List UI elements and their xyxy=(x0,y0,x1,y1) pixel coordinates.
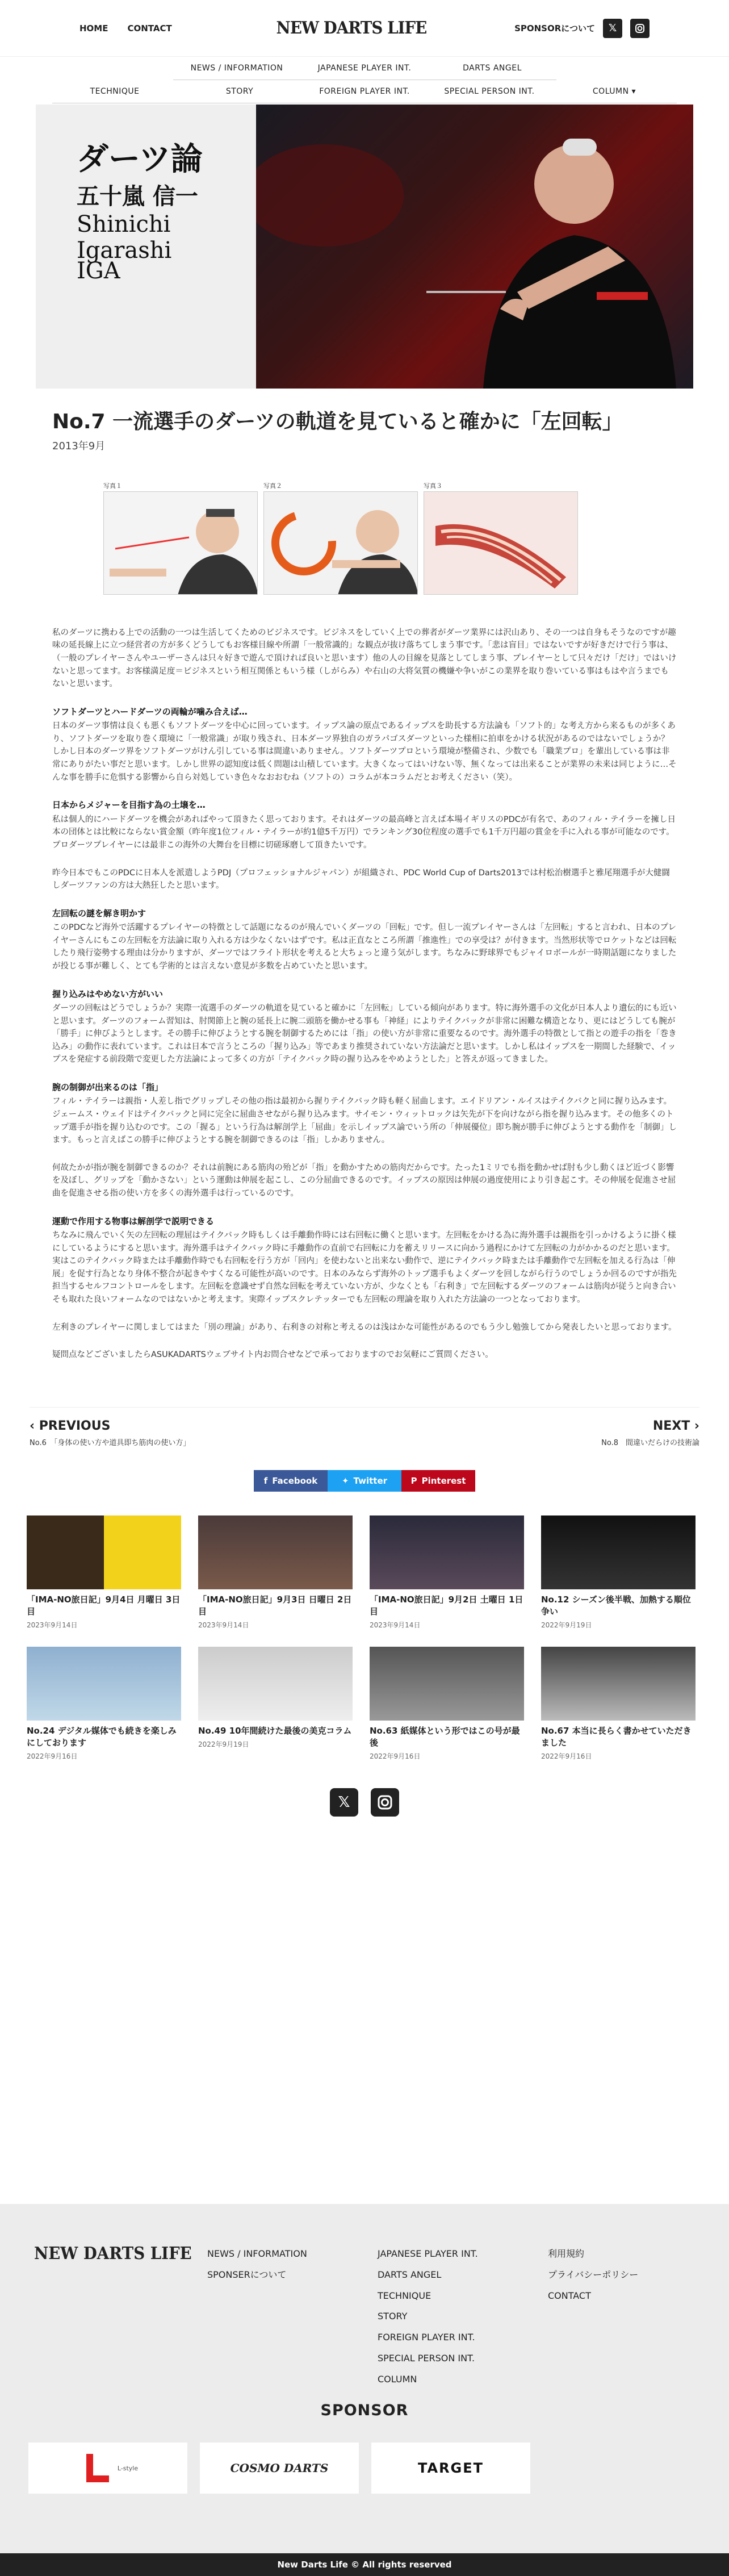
related-card[interactable] xyxy=(198,1515,353,1630)
nav-item[interactable]: JAPANESE PLAYER INT. xyxy=(301,57,429,80)
footer-link[interactable]: CONTACT xyxy=(548,2290,591,2301)
paragraph-text: 左利きのプレイヤーに関しましてはまた「別の理論」があり、右利きの対称と考えるのは浅はかな可能性があるのでもう少し勉強してから発表したいと思っております。 xyxy=(52,1322,677,1332)
related-card[interactable] xyxy=(27,1515,181,1630)
article-paragraph xyxy=(52,1348,677,1362)
paragraph-text: このPDCなど海外で活躍するプレイヤーの特徴として話題になるのが飛んでいくダーツの「回転」です。但し一流プレイヤーさんは「左回転」すると言われ、日本のプレイヤーさんにもこの左回転を方法論に取り入れる方は少なくないはずです。私は正直なところ所謂「推進性」での享受は？が付きます。当然形状等でロケットなどは回転したり飛行姿勢する理由は分かりますが、ダーツではフライト形状を考えると大ちょっと違う気がします。ちなみに野球界でもジャイロボールが一時期話題になりましたが投じる事が難しく、とても学術的とは言えない意見が多数を占めていたと思います。 xyxy=(52,923,677,971)
footer-link[interactable]: SPECIAL PERSON INT. xyxy=(378,2352,475,2364)
article-date: 2013年9月 xyxy=(52,440,106,452)
article-paragraph xyxy=(52,1321,677,1334)
hero-player-photo xyxy=(256,105,693,389)
chevron-right-icon: › xyxy=(690,1418,699,1433)
nav-item[interactable]: COLUMN ▾ xyxy=(552,80,677,103)
sponsor-target[interactable] xyxy=(371,2443,530,2494)
paragraph-text: 昨今日本でもこのPDCに日本人を派遣しようPDJ（プロフェッショナルジャパン）が組織され、PDC World Cup of Darts2013では村松治樹選手と雅尾翔選手が大健闘しダーツファンの方は大熱狂したと思います。 xyxy=(52,868,670,891)
sponsor-name: COSMO DARTS xyxy=(230,2461,329,2475)
prev-next-nav xyxy=(30,1407,699,1447)
related-date: 2022年9月16日 xyxy=(370,1752,421,1760)
nav-item[interactable]: SPECIAL PERSON INT. xyxy=(427,80,552,103)
footer-link[interactable]: JAPANESE PLAYER INT. xyxy=(378,2248,478,2259)
hero-title-panel xyxy=(36,105,256,389)
article-title: No.7 一流選手のダーツの軌道を見ていると確かに「左回転」 xyxy=(52,410,623,433)
related-articles xyxy=(27,1515,702,1761)
home-link[interactable]: HOME xyxy=(79,23,108,34)
sponsor-heading: SPONSOR xyxy=(320,2402,409,2419)
paragraph-text: 私のダーツに携わる上での活動の一つは生活してくためのビジネスです。ビジネスをしていく上での葬者がダーツ業界には沢山あり、その一つは自身もそうなのですが趣味の延長線上に立つ経営者の方が多くどうしてもお客様目線や所謂「一般常識的」な観点が抜け落ちてしまう事です。「悲は盲目」ではないですが好きだけで行う事は、（一般のプレイヤーさんやユーザーさんは只々好きで遊んで頂ければ良いと思います）他の人の目線を見落としてしまう事、プレイヤーとして只々だけ「だけ」ではいけないと思ってます。お客様満足度＝ビジネスという相互関係ともいう様（しがらみ）や右山の大将気質の機嫌や争いがこの業界を取り巻いている事はもはや言うまでもないと思います。 xyxy=(52,628,677,689)
paragraph-text: ダーツの回転はどうでしょうか？実際一流選手のダーツの軌道を見ていると確かに「左回転」している傾向があります。特に海外選手の文化が日本人より遺伝的にも近いと思います。ダーツのフォーム習知は、肘関節上と腕の延長上に腕二頭筋を働かせる事も「神経」によりテイクバックが非常に困難な構造となり、更にはどうしても腕が「勝手」に伸びようとします。その勝手に伸びようとする腕を制御するためには「指」の使い方が非常に重要なるのです。海外選手の特徴として指との遊手の指を「巻き込み」の動作に表れています。これは日本で言うところの「握り込み」等であまり推奨されていない方法論だと思います。しかし私はイップスを一期間した経験で、イップスを発症する前段階で変更した方法論によって多くの方が「テイクバック時の握り込みをやめようとした」と答えが返ってきました。 xyxy=(52,1003,677,1064)
next-link[interactable] xyxy=(601,1419,699,1447)
pinterest-icon: P xyxy=(410,1475,417,1486)
twitter-icon[interactable]: 𝕏 xyxy=(330,1788,358,1817)
related-thumbnail xyxy=(370,1647,524,1721)
paragraph-text: 日本のダーツ事情は良くも悪くもソフトダーツを中心に回っています。イップス論の原点であるイップスを助長する方法論も「ソフト的」な考え方から来るものが多くあり、ソフトダーツを取り巻く環境に「一般常識」が取り残され、日本ダーツ界独自のガラパゴスダーツといった様相に拍車をかける状況があるのではないでしょうか？しかし日本のダーツ界をソフトダーツがけん引している事は間違いありません。ソフトダーツプロという環境が整備され、少数でも「職業プロ」を輩出している事は非常にありがたい事だと思います。しかし世界の認知度は低く問題は山積しています。大きくなってはいけない等、無くなっては出来ることが業界の未来は同じように…そんな事を勝手に危惧する影響から自ら対処していき色々なおおむね（ソフトの）コラムが本コラムだとお考えください（笑）。 xyxy=(52,721,677,782)
facebook-icon: f xyxy=(263,1475,268,1486)
section-heading: 左回転の謎を解き明かす xyxy=(52,908,146,918)
instagram-icon[interactable] xyxy=(371,1788,399,1817)
hero-nickname: IGA xyxy=(77,258,120,284)
footer-link[interactable]: プライバシーポリシー xyxy=(548,2269,639,2280)
site-header xyxy=(0,0,729,57)
paragraph-text: 何故たかが指が腕を制御できるのか？それは前腕にある筋肉の殆どが「指」を動かすための筋肉だからです。たった1ミリでも指を動かせば肘も少し動くほど近づく影響を及ぼし、グリップを「動かさない」という運動は伸展を起こし、この分屈曲できるのです。イップスの原因は伸展の過度使用により引き起こす。その伸展を促進させ屈曲を促進させる指の使い方を多くの海外選手は行っているのです。 xyxy=(52,1163,676,1199)
facebook-label: Facebook xyxy=(272,1475,318,1486)
share-buttons xyxy=(0,1470,729,1492)
related-date: 2023年9月14日 xyxy=(198,1621,249,1629)
nav-item[interactable]: NEWS / INFORMATION xyxy=(173,57,301,80)
article xyxy=(52,389,677,1362)
related-card[interactable] xyxy=(27,1647,181,1761)
column-hero xyxy=(36,105,693,389)
figure-caption: 写真３ xyxy=(424,482,442,490)
section-heading: 腕の制御が出来るのは「指」 xyxy=(52,1082,164,1092)
related-title: 「IMA-NO旅日記」9月3日 日曜日 2日目 xyxy=(198,1594,352,1617)
related-date: 2022年9月19日 xyxy=(198,1740,249,1748)
section-heading: ソフトダーツとハードダーツの両輪が噛み合えば… xyxy=(52,706,248,717)
related-card[interactable] xyxy=(370,1647,524,1761)
article-paragraph xyxy=(52,799,677,851)
related-card[interactable] xyxy=(370,1515,524,1630)
related-thumbnail xyxy=(198,1515,353,1589)
header-right xyxy=(514,19,650,38)
nav-item[interactable]: FOREIGN PLAYER INT. xyxy=(302,80,427,103)
related-card[interactable] xyxy=(198,1647,353,1761)
related-card[interactable] xyxy=(541,1515,696,1630)
next-title: No.8 間違いだらけの技術論 xyxy=(601,1438,699,1447)
twitter-icon: ✦ xyxy=(341,1475,349,1486)
footer-link[interactable]: COLUMN xyxy=(378,2373,417,2385)
footer-link[interactable]: FOREIGN PLAYER INT. xyxy=(378,2332,475,2343)
figure-3 xyxy=(424,481,578,595)
article-paragraph xyxy=(52,907,677,973)
related-date: 2023年9月14日 xyxy=(27,1621,78,1629)
next-label: NEXT xyxy=(652,1418,690,1433)
footer-col-1 xyxy=(207,2244,307,2286)
sponsor-lstyle[interactable] xyxy=(28,2443,187,2494)
twitter-icon[interactable]: 𝕏 xyxy=(603,19,622,38)
instagram-icon[interactable] xyxy=(630,19,650,38)
article-paragraph xyxy=(52,627,677,691)
related-thumbnail xyxy=(27,1515,181,1589)
hero-author-jp: 五十嵐 信一 xyxy=(77,183,198,210)
main-nav xyxy=(52,57,677,103)
sponsor-name: L-style xyxy=(117,2464,139,2472)
sponsor-cosmo[interactable] xyxy=(200,2443,359,2494)
article-figures xyxy=(103,481,677,595)
related-title: 「IMA-NO旅日記」9月2日 土曜日 1日目 xyxy=(370,1594,523,1617)
article-paragraph xyxy=(52,867,677,892)
previous-link[interactable] xyxy=(30,1419,190,1447)
twitter-label: Twitter xyxy=(353,1475,388,1486)
footer-link[interactable]: SPONSERについて xyxy=(207,2269,287,2280)
article-paragraph xyxy=(52,988,677,1066)
contact-link[interactable]: CONTACT xyxy=(127,23,172,34)
related-thumbnail xyxy=(198,1647,353,1721)
copyright: New Darts Life © All rights reserved xyxy=(0,2553,729,2576)
pinterest-label: Pinterest xyxy=(421,1475,466,1486)
nav-item[interactable]: TECHNIQUE xyxy=(52,80,177,103)
nav-item[interactable]: DARTS ANGEL xyxy=(429,57,556,80)
sponsor-name: TARGET xyxy=(417,2460,484,2476)
site-footer xyxy=(0,2204,729,2576)
related-thumbnail xyxy=(541,1515,696,1589)
article-paragraph xyxy=(52,1162,677,1200)
footer-link[interactable]: 利用規約 xyxy=(548,2248,585,2259)
related-date: 2022年9月16日 xyxy=(541,1752,592,1760)
related-title: No.67 本当に長らく書かせていただきました xyxy=(541,1725,692,1748)
footer-link[interactable]: STORY xyxy=(378,2311,408,2322)
figure-2 xyxy=(263,481,418,595)
footer-logo[interactable]: NEW DARTS LIFE xyxy=(34,2244,192,2264)
related-thumbnail xyxy=(370,1515,524,1589)
site-logo[interactable]: NEW DARTS LIFE xyxy=(276,18,427,38)
related-thumbnail xyxy=(27,1647,181,1721)
related-card[interactable] xyxy=(541,1647,696,1761)
section-heading: 日本からメジャーを目指す為の土壌を… xyxy=(52,800,206,811)
social-links xyxy=(0,1788,729,1817)
hero-author-en: Shinichi Igarashi xyxy=(77,211,172,264)
footer-link[interactable]: DARTS ANGEL xyxy=(378,2269,442,2280)
paragraph-text: 私は個人的にハードダーツを機会があればやって頂きたく思っております。それはダーツの最高峰と言えば本場イギリスのPDCが有名で、あのフィル・テイラーを擁し日本の団体とは比較にならない賞金額（昨年度1位フィル・テイラーが約1億5千万円）でランキング30位程度の選手でも1千万円超の賞金を手に入れる事が可能なのです。プロダーツプレイヤーには最非この海外の大舞台を目標に切磋琢磨して頂きたいです。 xyxy=(52,815,676,850)
footer-col-2 xyxy=(378,2244,478,2390)
related-thumbnail xyxy=(541,1647,696,1721)
footer-col-3 xyxy=(548,2244,638,2306)
footer-link[interactable]: NEWS / INFORMATION xyxy=(207,2248,307,2259)
article-paragraph xyxy=(52,1081,677,1147)
section-heading: 握り込みはやめない方がいい xyxy=(52,988,164,999)
article-paragraph xyxy=(52,705,677,784)
section-heading: 運動で作用する物事は解剖学で説明できる xyxy=(52,1216,215,1226)
article-paragraph xyxy=(52,1215,677,1306)
previous-label: PREVIOUS xyxy=(39,1418,111,1433)
related-date: 2022年9月16日 xyxy=(27,1752,78,1760)
related-date: 2023年9月14日 xyxy=(370,1621,421,1629)
related-title: No.63 紙媒体という形ではこの号が最後 xyxy=(370,1725,520,1748)
previous-title: No.6 「身体の使い方や道具即ち筋肉の使い方」 xyxy=(30,1438,191,1447)
facebook-share-button[interactable] xyxy=(254,1470,328,1492)
chevron-left-icon: ‹ xyxy=(30,1418,39,1433)
related-title: No.12 シーズン後半戦、加熱する順位争い xyxy=(541,1594,691,1617)
header-links xyxy=(79,23,172,34)
nav-item[interactable]: STORY xyxy=(177,80,302,103)
paragraph-text: 疑問点などございましたらASUKADARTSウェブサイト内お問合せなどで承っておりますのでお気軽にご質問ください。 xyxy=(52,1350,493,1360)
related-title: 「IMA-NO旅日記」9月4日 月曜日 3日目 xyxy=(27,1594,181,1617)
sponsor-link[interactable]: SPONSORについて xyxy=(514,23,595,34)
related-date: 2022年9月19日 xyxy=(541,1621,592,1629)
paragraph-text: フィル・テイラーは親指・人差し指でグリップしその他の指は最初から握りテイクバック時も軽く屈曲します。エイドリアン・ルイスはテイクバクと同に握り込みます。ジェームス・ウェイドはテイクバックと同に完全に屈曲させながら握り込みます。サイモン・ウィットロックは矢先が下を向けながら指を握り込みます。その他多くのトップ選手が指を握り込むのです。この「握る」という行為は解剖学上「屈曲」を示しイップス論でいう所の「伸展優位」即ち腕が勝手に伸びようとする動作を「制御」します。もっと言えばこの勝手に伸びようとする腕を制御できるのは「指」しかありません。 xyxy=(52,1097,677,1145)
pinterest-share-button[interactable] xyxy=(401,1470,475,1492)
figure-1 xyxy=(103,481,258,595)
twitter-share-button[interactable] xyxy=(328,1470,401,1492)
related-title: No.49 10年間続けた最後の美克コラム xyxy=(198,1725,352,1736)
hero-title: ダーツ論 xyxy=(77,140,203,178)
figure-caption: 写真２ xyxy=(263,482,282,490)
paragraph-text: ちなみに飛んでいく矢の左回転の理屈はテイクバック時もしくは手離動作時には右回転に働くと思います。左回転をかける為に海外選手は親指を引っかけるように掛く様にしているようにすると思います。海外選手はテイクバック時に手離動作の直前で右回転に力を蓄えリリースに向かう過程にかけて左回転の力がかかるのだと思います。実はこのテイクバック時または手離動作時でも右回転を行う方が「回内」を使わないと出来ない動作で、逆にテイクバック時または手離動作で左回転を加える行為は「伸展」を促す行為となり身体不整合が起きやすくなる可能性が高いのです。日本のみならず海外のトップ選手もよくダーツを回しながら行うのでしょうか回るのですが指先担当するセルフコントロールをします。左回転を意識せず自然な回転を考えていない方が、少なくとも「右利き」で左回転するダーツのフォームは筋肉が従うと向き合いそも取れた良いフォームなのではないかと考えます。実際イップスクレテッターでも左回転の理論を取り入れた方法論の一つとなっております。 xyxy=(52,1231,677,1305)
related-title: No.24 デジタル媒体でも続きを楽しみにしております xyxy=(27,1725,177,1748)
footer-link[interactable]: TECHNIQUE xyxy=(378,2290,431,2301)
figure-caption: 写真１ xyxy=(103,482,122,490)
article-body xyxy=(52,627,677,1362)
